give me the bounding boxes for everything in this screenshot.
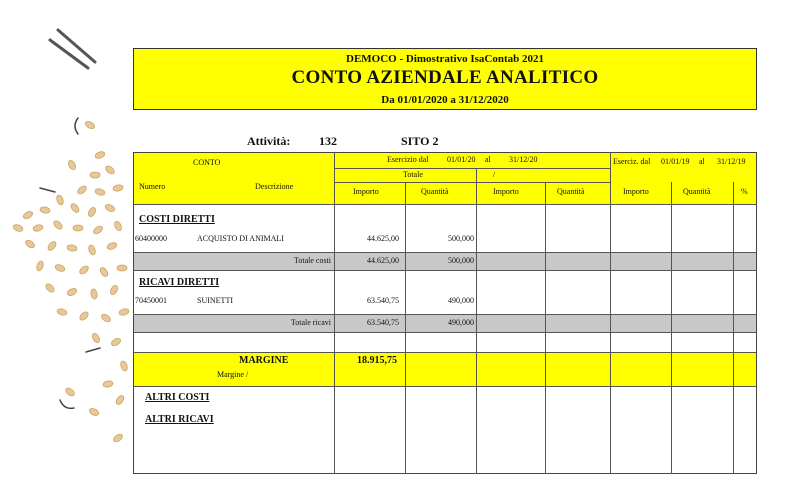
prior-exercise-to: 31/12/19	[717, 157, 746, 166]
totale-ricavi-importo: 63.540,75	[367, 318, 399, 327]
ricavi-row-quantita: 490,000	[448, 296, 474, 305]
percent-header: %	[741, 187, 748, 196]
current-exercise-to-label: al	[485, 155, 491, 164]
prior-exercise-from: 01/01/19	[661, 157, 690, 166]
totale-slash: /	[493, 170, 496, 179]
descrizione-header: Descrizione	[255, 182, 294, 191]
ricavi-diretti-heading: RICAVI DIRETTI	[139, 277, 220, 288]
importo-header-2: Importo	[493, 187, 519, 196]
altri-costi-heading: ALTRI COSTI	[145, 392, 210, 403]
report-period: Da 01/01/2020 a 31/12/2020	[381, 94, 509, 106]
current-exercise-to: 31/12/20	[509, 155, 538, 164]
margine-sub-label: Margine /	[217, 370, 249, 379]
costi-row-quantita: 500,000	[448, 234, 474, 243]
table-border	[133, 152, 757, 474]
current-exercise-from: 01/01/20	[447, 155, 476, 164]
totale-costi-quantita: 500,000	[448, 256, 474, 265]
company-name: DEMOCO - Dimostrativo IsaContab 2021	[346, 53, 544, 65]
totale-ricavi-quantita: 490,000	[448, 318, 474, 327]
altri-ricavi-heading: ALTRI RICAVI	[145, 414, 214, 425]
totale-costi-label: Totale costi	[294, 256, 331, 265]
activity-code: 132	[319, 134, 337, 148]
margine-label: MARGINE	[239, 355, 289, 366]
current-exercise-label: Esercizio dal	[387, 155, 429, 164]
quantita-header: Quantità	[421, 187, 449, 196]
wheat-grain-decoration-icon	[0, 0, 140, 500]
costi-row-descrizione: ACQUISTO DI ANIMALI	[197, 234, 284, 243]
importo-header-prior: Importo	[623, 187, 649, 196]
totale-header: Totale	[403, 170, 423, 179]
report-header	[133, 48, 757, 110]
site-name: SITO 2	[401, 134, 439, 148]
prior-exercise-to-label: al	[699, 157, 705, 166]
chopsticks-icon	[50, 30, 95, 68]
costi-row-numero: 60400000	[135, 234, 167, 243]
ricavi-row-importo: 63.540,75	[367, 296, 399, 305]
importo-header: Importo	[353, 187, 379, 196]
margine-value: 18.915,75	[357, 355, 397, 366]
costi-row-importo: 44.625,00	[367, 234, 399, 243]
conto-header: CONTO	[193, 158, 221, 167]
report-title: CONTO AZIENDALE ANALITICO	[291, 67, 599, 88]
activity-label: Attività:	[247, 134, 291, 148]
totale-costi-importo: 44.625,00	[367, 256, 399, 265]
costi-diretti-heading: COSTI DIRETTI	[139, 214, 215, 225]
ricavi-row-descrizione: SUINETTI	[197, 296, 233, 305]
quantita-header-2: Quantità	[557, 187, 585, 196]
prior-exercise-label: Eserciz. dal	[613, 157, 651, 166]
totale-ricavi-label: Totale ricavi	[290, 318, 331, 327]
quantita-header-prior: Quantità	[683, 187, 711, 196]
account-table	[133, 152, 757, 474]
numero-header: Numero	[139, 182, 166, 191]
ricavi-row-numero: 70450001	[135, 296, 167, 305]
